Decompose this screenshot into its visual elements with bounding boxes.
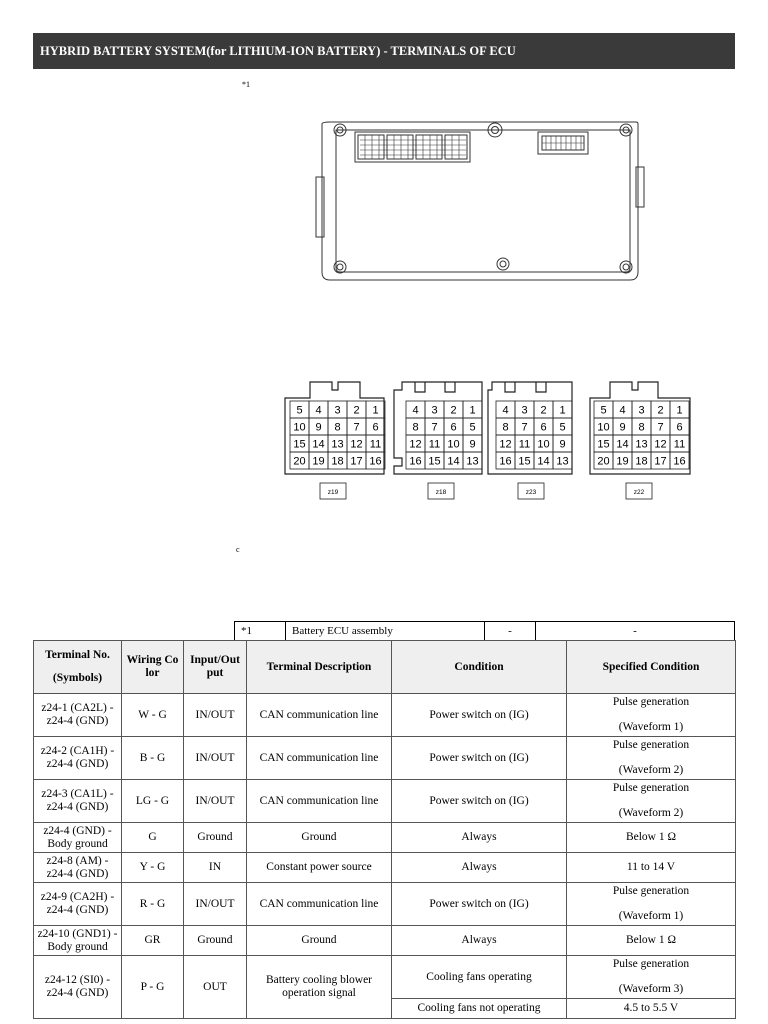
legend-table (234, 621, 735, 641)
connector-pin-number: 10 (447, 438, 460, 451)
terminal-cell: z24-1 (CA2L) - z24-4 (GND) (34, 694, 122, 737)
description-cell: CAN communication line (247, 694, 392, 737)
connector-pin-number: 10 (597, 421, 610, 434)
connector-pin-number: 16 (409, 455, 422, 468)
spec-cell: 4.5 to 5.5 V (567, 999, 736, 1019)
connector-pin-number: 15 (518, 455, 531, 468)
connector-label-z19: z19 (327, 489, 339, 496)
connector-pin-number: 8 (638, 421, 645, 434)
page-title: HYBRID BATTERY SYSTEM(for LITHIUM-ION BATTERY) - TERMINALS OF ECU (40, 44, 516, 58)
table-row (34, 926, 736, 956)
connector-pin-number: 16 (499, 455, 512, 468)
spec-line-1: Pulse generation (612, 739, 690, 751)
spec-line-2: (Waveform 2) (618, 764, 684, 776)
description-cell: CAN communication line (247, 780, 392, 823)
description-cell: CAN communication line (247, 737, 392, 780)
table-row (34, 956, 736, 999)
connector-pin-number: 3 (431, 404, 438, 417)
header-terminal-symbols: (Symbols) (52, 672, 103, 684)
connector-pin-number: 19 (312, 455, 325, 468)
spec-cell: Below 1 Ω (567, 823, 736, 853)
spec-cell (567, 737, 736, 780)
connector-pin-number: 4 (315, 404, 322, 417)
header-terminal (34, 641, 122, 694)
connector-pin-number: 1 (676, 404, 683, 417)
connector-pin-number: 8 (334, 421, 341, 434)
header-description: Terminal Description (247, 641, 392, 694)
condition-cell: Always (392, 853, 567, 883)
connector-pin-number: 20 (293, 455, 306, 468)
connector-pin-number: 2 (450, 404, 457, 417)
terminal-cell: z24-4 (GND) - Body ground (34, 823, 122, 853)
connector-pin-number: 13 (556, 455, 569, 468)
connector-pin-number: 17 (654, 455, 667, 468)
wiring-cell: GR (122, 926, 184, 956)
connector-pin-number: 9 (559, 438, 566, 451)
io-cell: IN/OUT (184, 737, 247, 780)
connector-pin-number: 5 (296, 404, 303, 417)
connector-label-z22: z22 (633, 489, 645, 496)
connector-pin-number: 7 (521, 421, 528, 434)
connector-pin-number: 14 (447, 455, 460, 468)
table-row (34, 853, 736, 883)
io-cell: IN (184, 853, 247, 883)
connector-pin-number: 14 (616, 438, 629, 451)
connector-pin-number: 13 (466, 455, 479, 468)
connector-label-z18: z18 (435, 489, 447, 496)
legend-marker: *1 (235, 622, 286, 641)
condition-cell: Power switch on (IG) (392, 694, 567, 737)
page-title-bar (33, 33, 735, 69)
condition-cell: Power switch on (IG) (392, 780, 567, 823)
connector-pin-number: 15 (293, 438, 306, 451)
connector-label-z23: z23 (525, 489, 537, 496)
spec-cell (567, 956, 736, 999)
table-row (34, 737, 736, 780)
condition-cell: Power switch on (IG) (392, 737, 567, 780)
spec-cell (567, 883, 736, 926)
description-cell: Battery cooling blower operation signal (247, 956, 392, 1019)
connector-pin-number: 15 (428, 455, 441, 468)
spec-line-1: Pulse generation (612, 958, 690, 970)
header-condition: Condition (392, 641, 567, 694)
connector-pin-number: 12 (499, 438, 512, 451)
spec-line-2: (Waveform 1) (618, 910, 684, 922)
connector-pin-number: 11 (673, 438, 686, 451)
connector-pin-number: 10 (537, 438, 550, 451)
table-row (34, 694, 736, 737)
terminal-cell: z24-9 (CA2H) - z24-4 (GND) (34, 883, 122, 926)
connector-pinout-diagram (280, 376, 700, 506)
wiring-cell: P - G (122, 956, 184, 1019)
wiring-cell: Y - G (122, 853, 184, 883)
callout-label-bottom: c (236, 545, 240, 554)
connector-pin-number: 7 (431, 421, 438, 434)
condition-cell: Cooling fans not operating (392, 999, 567, 1019)
spec-cell (567, 780, 736, 823)
wiring-cell: R - G (122, 883, 184, 926)
terminal-cell: z24-12 (SI0) - z24-4 (GND) (34, 956, 122, 1019)
connector-pin-number: 5 (600, 404, 607, 417)
connector-pin-number: 7 (353, 421, 360, 434)
connector-pin-number: 11 (369, 438, 382, 451)
header-terminal-label: Terminal No. (45, 649, 110, 661)
description-cell: Constant power source (247, 853, 392, 883)
connector-pin-number: 5 (559, 421, 566, 434)
connector-pin-number: 1 (559, 404, 566, 417)
spec-line-2: (Waveform 3) (618, 983, 684, 995)
spec-cell (567, 694, 736, 737)
connector-pin-number: 18 (635, 455, 648, 468)
connector-pin-number: 19 (616, 455, 629, 468)
table-row (34, 823, 736, 853)
condition-cell: Power switch on (IG) (392, 883, 567, 926)
connector-pin-number: 15 (597, 438, 610, 451)
description-cell: CAN communication line (247, 883, 392, 926)
connector-pin-number: 3 (334, 404, 341, 417)
connector-pin-number: 2 (540, 404, 547, 417)
spec-line-2: (Waveform 2) (618, 807, 684, 819)
connector-pin-number: 8 (412, 421, 419, 434)
connector-pin-number: 14 (537, 455, 550, 468)
connector-pin-number: 11 (428, 438, 441, 451)
terminals-table (33, 640, 736, 1019)
connector-pin-number: 20 (597, 455, 610, 468)
connector-pin-number: 12 (350, 438, 363, 451)
connector-pin-number: 18 (331, 455, 344, 468)
connector-pin-number: 3 (521, 404, 528, 417)
io-cell: IN/OUT (184, 780, 247, 823)
connector-pin-number: 12 (409, 438, 422, 451)
connector-pin-number: 6 (372, 421, 379, 434)
table-row (34, 780, 736, 823)
io-cell: IN/OUT (184, 883, 247, 926)
connector-pin-number: 1 (469, 404, 476, 417)
connector-pin-number: 9 (315, 421, 322, 434)
header-specified: Specified Condition (567, 641, 736, 694)
legend-name: Battery ECU assembly (286, 622, 485, 641)
spec-line-2: (Waveform 1) (618, 721, 684, 733)
table-header-row (34, 641, 736, 694)
connector-pin-number: 4 (412, 404, 419, 417)
io-cell: Ground (184, 823, 247, 853)
connector-pin-number: 5 (469, 421, 476, 434)
connector-pin-number: 6 (450, 421, 457, 434)
connector-pin-number: 16 (369, 455, 382, 468)
connector-pin-number: 2 (657, 404, 664, 417)
spec-cell: Below 1 Ω (567, 926, 736, 956)
connector-pin-number: 6 (676, 421, 683, 434)
connector-pin-number: 13 (331, 438, 344, 451)
terminal-cell: z24-3 (CA1L) - z24-4 (GND) (34, 780, 122, 823)
connector-pin-number: 6 (540, 421, 547, 434)
connector-pin-number: 2 (353, 404, 360, 417)
connector-pin-number: 7 (657, 421, 664, 434)
wiring-cell: G (122, 823, 184, 853)
callout-label-top: *1 (242, 80, 250, 89)
connector-pin-number: 4 (619, 404, 626, 417)
legend-row (235, 622, 735, 641)
connector-pin-number: 1 (372, 404, 379, 417)
io-cell: OUT (184, 956, 247, 1019)
description-cell: Ground (247, 823, 392, 853)
spec-cell: 11 to 14 V (567, 853, 736, 883)
condition-cell: Cooling fans operating (392, 956, 567, 999)
table-row (34, 883, 736, 926)
wiring-cell: B - G (122, 737, 184, 780)
header-io: Input/Out put (184, 641, 247, 694)
connector-pin-number: 17 (350, 455, 363, 468)
condition-cell: Always (392, 926, 567, 956)
connector-pin-number: 13 (635, 438, 648, 451)
legend-col4: - (536, 622, 735, 641)
terminal-cell: z24-8 (AM) - z24-4 (GND) (34, 853, 122, 883)
connector-pin-number: 16 (673, 455, 686, 468)
header-wiring: Wiring Co lor (122, 641, 184, 694)
connector-pin-number: 3 (638, 404, 645, 417)
connector-pin-number: 8 (502, 421, 509, 434)
io-cell: IN/OUT (184, 694, 247, 737)
connector-pin-number: 9 (469, 438, 476, 451)
description-cell: Ground (247, 926, 392, 956)
connector-pin-number: 10 (293, 421, 306, 434)
connector-pin-number: 12 (654, 438, 667, 451)
terminal-cell: z24-2 (CA1H) - z24-4 (GND) (34, 737, 122, 780)
wiring-cell: LG - G (122, 780, 184, 823)
terminal-cell: z24-10 (GND1) - Body ground (34, 926, 122, 956)
condition-cell: Always (392, 823, 567, 853)
wiring-cell: W - G (122, 694, 184, 737)
legend-col3: - (485, 622, 536, 641)
io-cell: Ground (184, 926, 247, 956)
connector-pin-number: 9 (619, 421, 626, 434)
connector-pin-number: 11 (518, 438, 531, 451)
spec-line-1: Pulse generation (612, 885, 690, 897)
spec-line-1: Pulse generation (612, 696, 690, 708)
spec-line-1: Pulse generation (612, 782, 690, 794)
connector-pin-number: 4 (502, 404, 509, 417)
connector-pin-number: 14 (312, 438, 325, 451)
ecu-assembly-illustration (310, 112, 650, 292)
